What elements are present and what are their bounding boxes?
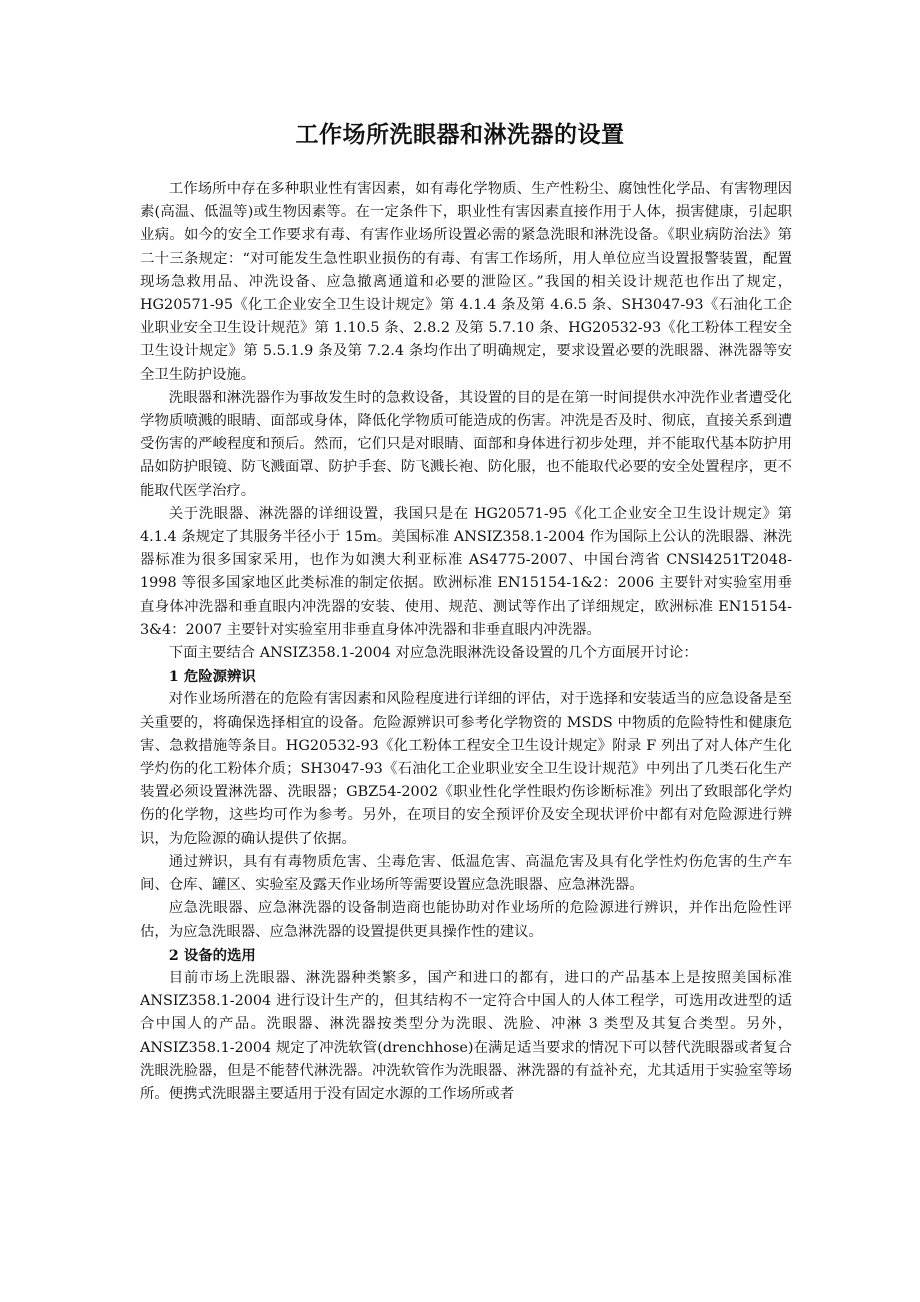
paragraph-standards: 关于洗眼器、淋洗器的详细设置，我国只是在 HG20571-95《化工企业安全卫生设计规定》第 4.1.4 条规定了其服务半径小于 15m。美国标准 ANSIZ358.1-2004 作为国际上公认的洗眼器、淋洗器标准为很多国家采用，也作为如澳大利亚标准 AS4775-2007、中国台湾省 CNSl4251T2048-1998 等很多国家地区此类标准的制定依据。欧洲标准 EN15154-1&2：2006 主要针对实验室用垂直身体冲洗器和垂直眼内冲洗器的安装、使用、规范、测试等作出了详细规定，欧洲标准 EN15154-3&4：2007 主要针对实验室用非垂直身体冲洗器和非垂直眼内冲洗器。	[140, 505, 792, 638]
paragraph-hazard-locations: 通过辨识，具有有毒物质危害、尘毒危害、低温危害、高温危害及具有化学性灼伤危害的生产车间、仓库、罐区、实验室及露天作业场所等需要设置应急洗眼器、应急淋洗器。	[140, 853, 792, 894]
paragraph-purpose: 洗眼器和淋洗器作为事故发生时的急救设备，其设置的目的是在第一时间提供水冲洗作业者遭受化学物质喷溅的眼睛、面部或身体，降低化学物质可能造成的伤害。冲洗是否及时、彻底，直接关系到遭受伤害的严峻程度和预后。然而，它们只是对眼睛、面部和身体进行初步处理，并不能取代基本防护用品如防护眼镜、防飞溅面罩、防护手套、防飞溅长袍、防化服，也不能取代必要的安全处置程序，更不能取代医学治疗。	[140, 389, 792, 499]
paragraph-intro: 工作场所中存在多种职业性有害因素，如有毒化学物质、生产性粉尘、腐蚀性化学品、有害物理因素(高温、低温等)或生物因素等。在一定条件下，职业性有害因素直接作用于人体，损害健康，引起职业病。如今的安全工作要求有毒、有害作业场所设置必需的紧急洗眼和淋洗设备。《职业病防治法》第二十三条规定：“对可能发生急性职业损伤的有毒、有害工作场所，用人单位应当设置报警装置，配置现场急救用品、冲洗设备、应急撤离通道和必要的泄险区。”我国的相关设计规范也作出了规定，HG20571-95《化工企业安全卫生设计规定》第 4.1.4 条及第 4.6.5 条、SH3047-93《石油化工企业职业安全卫生设计规范》第 1.10.5 条、2.8.2 及第 5.7.10 条、HG20532-93《化工粉体工程安全卫生设计规定》第 5.5.1.9 条及第 7.2.4 条均作出了明确规定，要求设置必要的洗眼器、淋洗器等安全卫生防护设施。	[140, 181, 792, 383]
section-heading-equipment-selection: 2 设备的选用	[168, 946, 256, 964]
section-heading-hazard-identification: 1 危险源辨识	[168, 668, 256, 686]
document-body	[140, 178, 792, 1106]
paragraph-discussion-lead: 下面主要结合 ANSIZ358.1-2004 对应急洗眼淋洗设备设置的几个方面展开讨论：	[168, 645, 698, 662]
page-title: 工作场所洗眼器和淋洗器的设置	[295, 122, 625, 148]
paragraph-equipment-selection: 目前市场上洗眼器、淋洗器种类繁多，国产和进口的都有，进口的产品基本上是按照美国标准 ANSIZ358.1-2004 进行设计生产的，但其结构不一定符合中国人的人体工程学，可选用改进型的适合中国人的产品。洗眼器、淋洗器按类型分为洗眼、洗脸、冲淋 3 类型及其复合类型。另外，ANSIZ358.1-2004 规定了冲洗软管(drenchhose)在满足适当要求的情况下可以替代洗眼器或者复合洗眼洗脸器，但是不能替代淋洗器。冲洗软管作为洗眼器、淋洗器的有益补充，尤其适用于实验室等场所。便携式洗眼器主要适用于没有固定水源的工作场所或者	[140, 969, 792, 1102]
paragraph-hazard-assessment: 对作业场所潜在的危险有害因素和风险程度进行详细的评估，对于选择和安装适当的应急设备是至关重要的，将确保选择相宜的设备。危险源辨识可参考化学物资的 MSDS 中物质的危险特性和健康危害、急救措施等条目。HG20532-93《化工粉体工程安全卫生设计规定》附录 F 列出了对人体产生化学灼伤的化工粉体介质；SH3047-93《石油化工企业职业安全卫生设计规范》中列出了几类石化生产装置必须设置淋洗器、洗眼器；GBZ54-2002《职业性化学性眼灼伤诊断标准》列出了致眼部化学灼伤的化学物，这些均可作为参考。另外，在项目的安全预评价及安全现状评价中都有对危险源进行辨识，为危险源的确认提供了依据。	[140, 691, 792, 847]
paragraph-manufacturer-assist: 应急洗眼器、应急淋洗器的设备制造商也能协助对作业场所的危险源进行辨识，并作出危险性评估，为应急洗眼器、应急淋洗器的设置提供更具操作性的建议。	[140, 900, 792, 940]
